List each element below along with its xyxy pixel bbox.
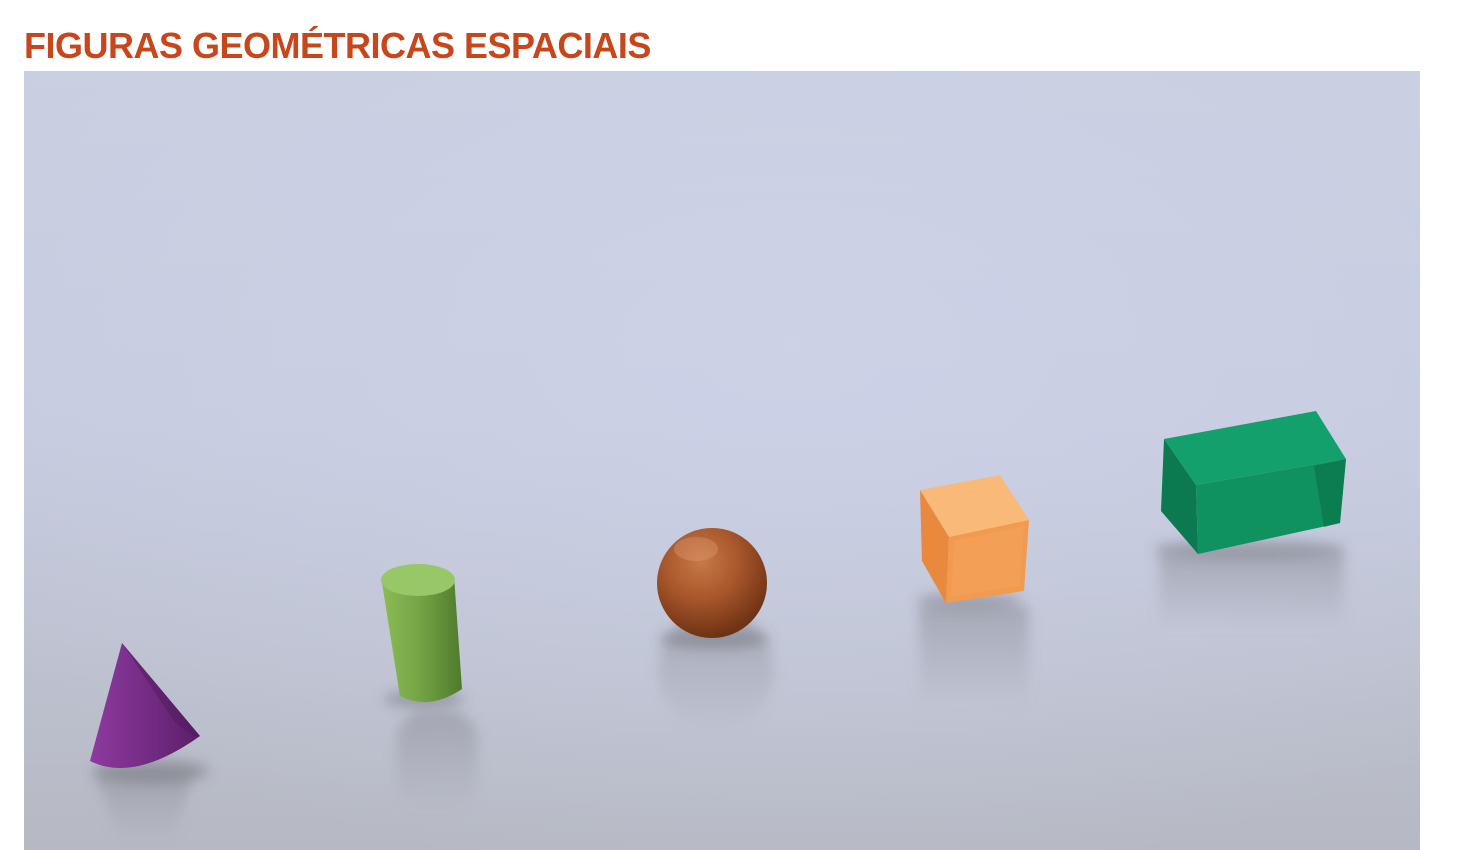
scene-svg — [24, 71, 1420, 850]
sphere-shape — [657, 528, 767, 638]
page-title: FIGURAS GEOMÉTRICAS ESPACIAIS — [24, 25, 651, 66]
geometric-shapes-image — [24, 71, 1420, 850]
